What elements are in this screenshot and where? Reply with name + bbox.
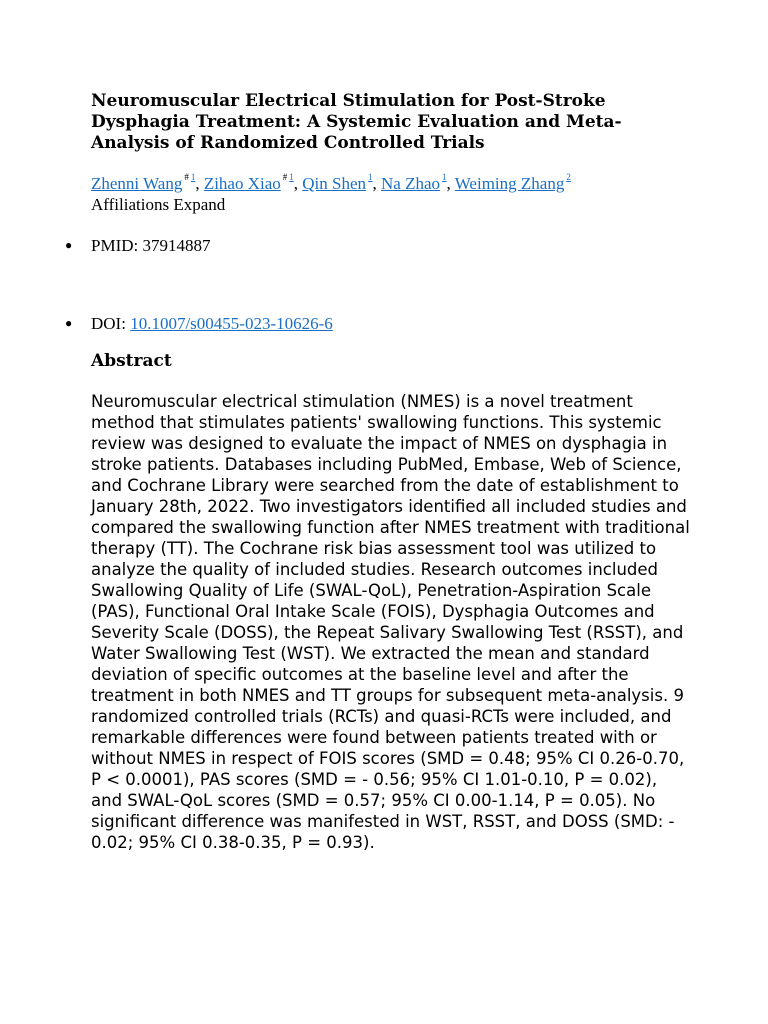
abstract-text: Neuromuscular electrical stimulation (NMES) is a novel treatment method that stimulates patients' swallowing functions. This systemic review was designed to evaluate the impact of NMES on dysphagia in stroke patients. Databases including PubMed, Embase, Web of Science, and Cochrane Library were searched from the date of establishment to January 28th, 2022. Two investigators identified all included studies and compared the swallowing function after NMES treatment with traditional therapy (TT). The Cochrane risk bias assessment tool was utilized to analyze the quality of included studies. Research outcomes included Swallowing Quality of Life (SWAL-QoL), Penetration-Aspiration Scale (PAS), Functional Oral Intake Scale (FOIS), Dysphagia Outcomes and Severity Scale (DOSS), the Repeat Salivary Swallowing Test (RSST), and Water Swallowing Test (WST). We extracted the mean and standard deviation of specific outcomes at the baseline level and after the treatment in both NMES and TT groups for subsequent meta-analysis. 9 randomized controlled trials (RCTs) and quasi-RCTs were included, and remarkable differences were found between patients treated with or without NMES in respect of FOIS scores (SMD = 0.48; 95% CI 0.26-0.70, P < 0.0001), PAS scores (SMD = - 0.56; 95% CI 1.01-0.10, P = 0.02), and SWAL-QoL scores (SMD = 0.57; 95% CI 0.00-1.14, P = 0.05). No significant difference was manifested in WST, RSST, and DOSS (SMD: - 0.02; 95% CI 0.38-0.35, P = 0.93). [91,392,690,852]
equal-contribution-marker: # [282,172,288,183]
affiliation-ref[interactable]: 2 [566,172,571,183]
equal-contribution-marker: # [184,172,189,183]
author-link-na-zhao[interactable]: Na Zhao [381,174,441,193]
article-header [91,91,691,215]
doi-item [65,313,691,334]
author-list: Zhenni Wang # $^1$, Zihao Xiao # $^1$, Qin Shen $^1$, Na Zhao $^1$, Weiming Zhang $^2$ [91,172,571,193]
doi-label: DOI: [91,314,126,333]
bullet-icon: ● [65,316,73,330]
doi-link[interactable]: 10.1007/s00455-023-10626-6 [130,314,333,333]
author-link-weiming-zhang[interactable]: Weiming Zhang [454,174,565,193]
abstract-heading: Abstract [91,351,172,371]
pmid-value: 37914887 [142,236,211,255]
article-title: Neuromuscular Electrical Stimulation for Post-Stroke Dysphagia Treatment: A Systemic Evaluation and Meta-Analysis of Randomized Controlled Trials [91,91,622,153]
affiliation-ref[interactable]: 1 [368,172,373,183]
pmid-item [65,235,691,256]
author-link-zhenni-wang[interactable]: Zhenni Wang [91,174,183,193]
author-link-qin-shen[interactable]: Qin Shen [302,174,367,193]
bullet-icon: ● [65,238,73,252]
affiliation-ref[interactable]: 1 [442,172,447,183]
author-link-zihao-xiao[interactable]: Zihao Xiao [203,174,281,193]
affiliations-expand-toggle[interactable]: Affiliations Expand [91,195,226,214]
affiliation-ref[interactable]: 1 [289,172,294,183]
affiliation-ref[interactable]: 1 [190,172,196,183]
pmid-label: PMID: [91,236,139,255]
